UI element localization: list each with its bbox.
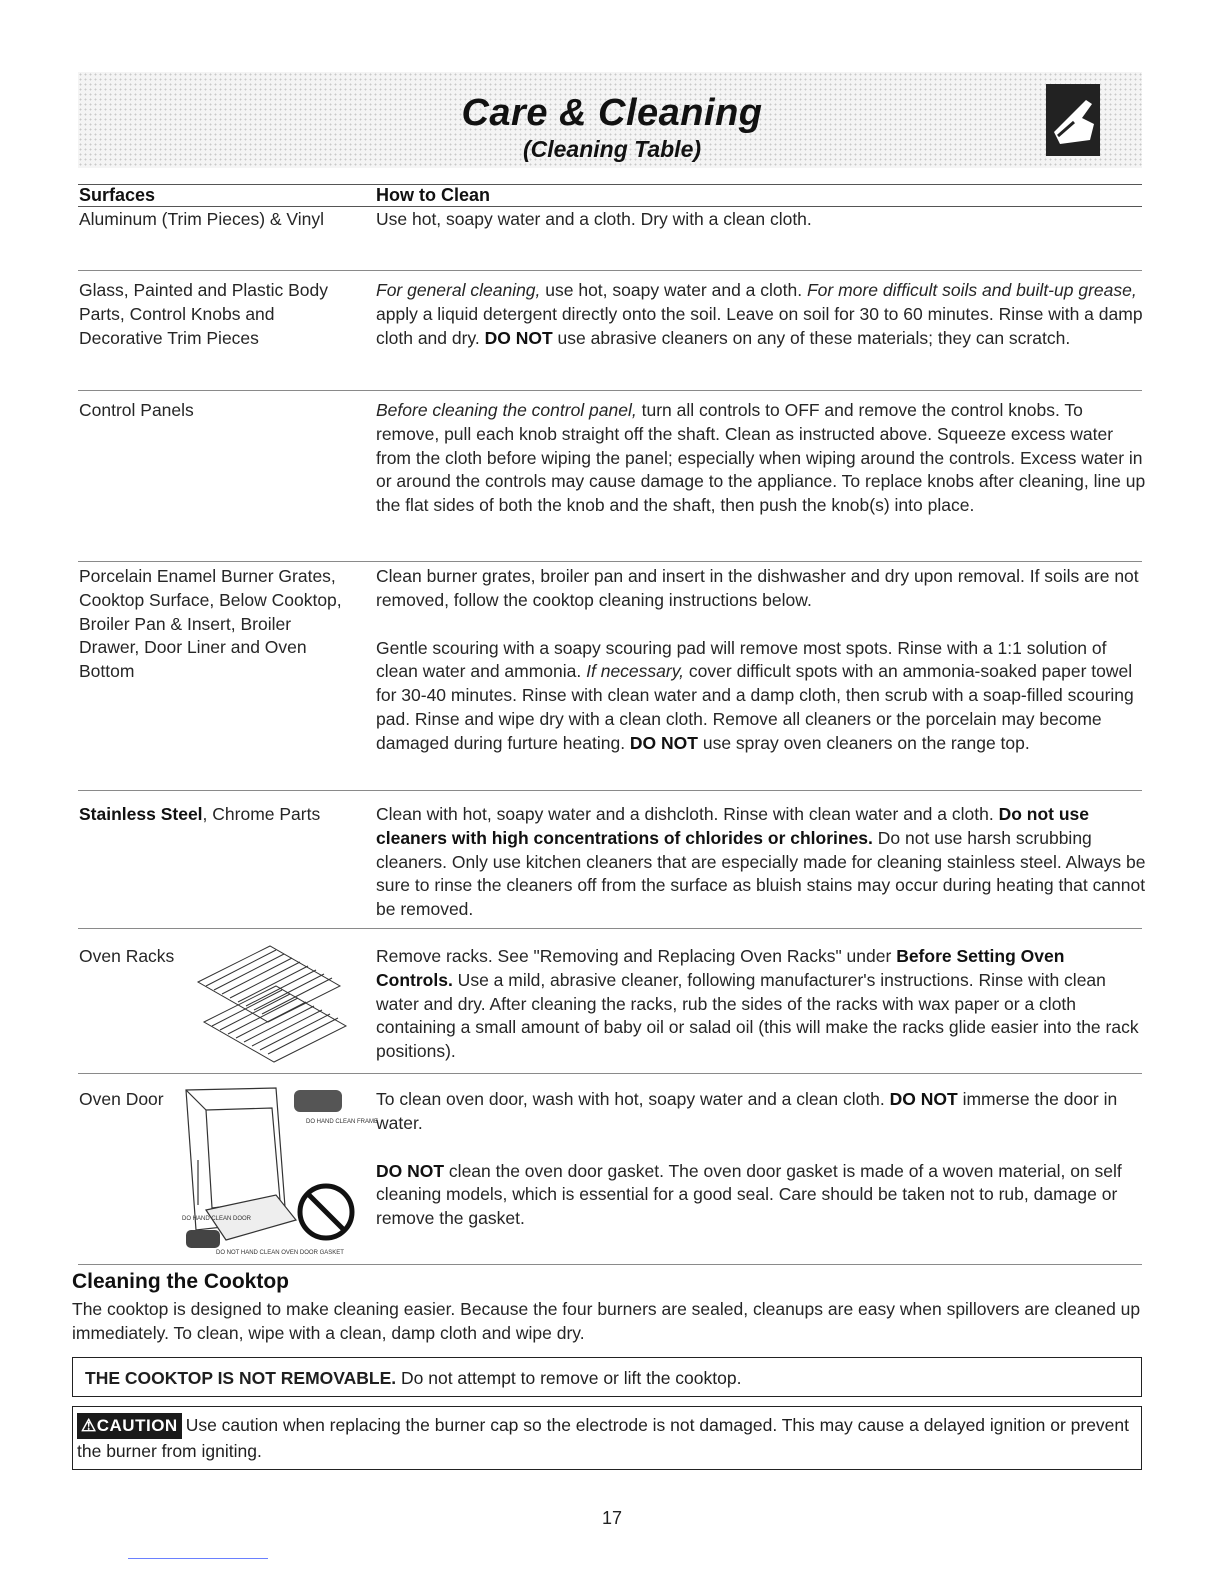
notice-not-removable: THE COOKTOP IS NOT REMOVABLE. Do not attempt to remove or lift the cooktop. — [72, 1357, 1142, 1397]
oven-racks-illustration — [190, 942, 350, 1066]
page-number: 17 — [601, 1508, 623, 1528]
column-header-how-to-clean: How to Clean — [376, 185, 491, 205]
table-top-rule — [78, 184, 1142, 185]
section-body-cooktop: The cooktop is designed to make cleaning easier. Because the four burners are sealed, cleanups are easy when spillovers are cleaned up immediately. To clean, wipe with a clean, damp cloth and wipe dry. — [72, 1299, 1141, 1343]
row-divider — [78, 1073, 1142, 1074]
oven-door-illustration — [176, 1080, 379, 1258]
column-header-surfaces: Surfaces — [79, 185, 156, 205]
surface-glass-painted-plastic: Glass, Painted and Plastic Body Parts, Control Knobs and Decorative Trim Pieces — [79, 280, 329, 348]
row-divider — [78, 270, 1142, 271]
how-glass-painted-plastic: For general cleaning, use hot, soapy water and a cloth. For more difficult soils and built-up grease, apply a liquid detergent directly onto the soil. Leave on soil for 30 to 60 minutes. Rinse with a damp cloth and dry. DO NOT use abrasive cleaners on any of these materials; they can scratch. — [376, 280, 1143, 348]
caution-box: ⚠CAUTION Use caution when replacing the burner cap so the electrode is not damaged. This may cause a delayed ignition or prevent the burner from igniting. — [72, 1406, 1142, 1470]
surface-oven-racks: Oven Racks — [79, 946, 175, 966]
row-divider — [78, 790, 1142, 791]
how-oven-racks: Remove racks. See "Removing and Replacing Oven Racks" under Before Setting Oven Controls. Use a mild, abrasive cleaner, following manufacturer's instructions. Rinse with clean water and dry. After cleaning the racks, rub the sides of the racks with wax paper or a cloth containing a small amount of baby oil or salad oil (this will make the racks glide easier into the rack positions). — [376, 946, 1139, 1062]
surface-stainless-steel: Stainless Steel, Chrome Parts — [79, 804, 321, 824]
table-header-rule — [78, 206, 1142, 207]
figure-label-gasket: DO NOT HAND CLEAN OVEN DOOR GASKET — [216, 1250, 344, 1256]
figure-label-door: DO HAND CLEAN DOOR — [182, 1216, 252, 1222]
surface-control-panels: Control Panels — [79, 400, 194, 420]
how-control-panels: Before cleaning the control panel, turn all controls to OFF and remove the control knobs. To remove, pull each knob straight off the shaft. Clean as instructed above. Squeeze excess water from the cloth before wiping the panel; especially when wiping around the controls. Excess water in or around the controls may cause damage to the appliance. To replace knobs after cleaning, line up the flat sides of both the knob and the shaft, then push the knob(s) into place. — [376, 400, 1146, 516]
surface-oven-door: Oven Door — [79, 1089, 164, 1109]
page-title: Care & Cleaning — [461, 92, 763, 134]
row-divider — [78, 561, 1142, 562]
how-oven-door: To clean oven door, wash with hot, soapy water and a clean cloth. DO NOT immerse the door in water. DO NOT clean the oven door gasket. The oven door gasket is made of a woven material, on self cleaning models, which is essential for a good seal. Care should be taken not to rub, damage or remove the gasket. — [376, 1089, 1122, 1229]
caution-badge: ⚠CAUTION — [77, 1413, 182, 1439]
surface-porcelain-enamel: Porcelain Enamel Burner Grates, Cooktop Surface, Below Cooktop, Broiler Pan & Insert, Broiler Drawer, Door Liner and Oven Bottom — [79, 566, 342, 682]
section-title-cooktop: Cleaning the Cooktop — [72, 1270, 289, 1293]
hand-cleaning-icon — [1046, 84, 1100, 156]
footer-rule — [128, 1558, 268, 1559]
surface-aluminum: Aluminum (Trim Pieces) & Vinyl — [79, 209, 325, 229]
page-subtitle: (Cleaning Table) — [522, 136, 702, 162]
row-divider — [78, 390, 1142, 391]
how-porcelain-enamel: Clean burner grates, broiler pan and insert in the dishwasher and dry upon removal. If soils are not removed, follow the cooktop cleaning instructions below. Gentle scouring with a soapy scouring pad will remove most spots. Rinse with a 1:1 solution of clean water and ammonia. If necessary, cover difficult spots with an ammonia-soaked paper towel for 30-40 minutes. Rinse with clean water and a damp cloth, then scrub with a soap-filled scouring pad. Rinse and wipe dry with a clean cloth. Remove all cleaners or the porcelain may become damaged during furture heating. DO NOT use spray oven cleaners on the range top. — [376, 566, 1139, 753]
how-aluminum: Use hot, soapy water and a cloth. Dry with a clean cloth. — [376, 209, 812, 229]
how-stainless-steel: Clean with hot, soapy water and a dishcloth. Rinse with clean water and a cloth. Do not use cleaners with high concentrations of chlorides or chlorines. Do not use harsh scrubbing cleaners. Only use kitchen cleaners that are especially made for cleaning stainless steel. Always be sure to rinse the cleaners off from the surface as bluish stains may occur during heating that cannot be removed. — [376, 804, 1146, 920]
row-divider — [78, 1264, 1142, 1265]
figure-label-frame: DO HAND CLEAN FRAME — [306, 1119, 379, 1125]
row-divider — [78, 928, 1142, 929]
